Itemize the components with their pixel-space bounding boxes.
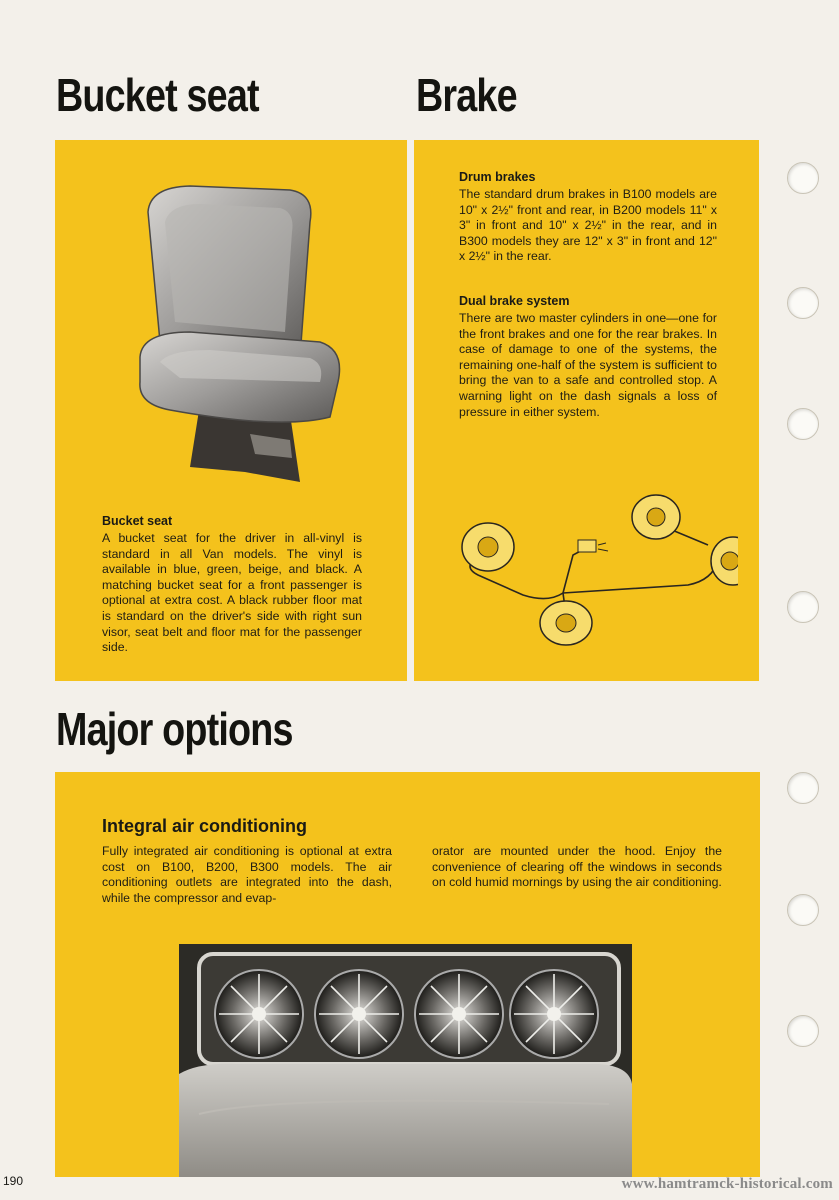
drum-brakes-body: The standard drum brakes in B100 models are 10" x 2½" front and rear, in B200 models 11" x 3" in front and 10" x 2½" in the rear, and in B300 models they are 12" x 3" in front and 12" x 2½" in the rear. xyxy=(459,187,717,264)
binder-hole xyxy=(787,408,819,440)
master-cylinder xyxy=(578,540,608,552)
wheel-rear-right xyxy=(711,537,738,585)
heading-bucket-seat: Bucket seat xyxy=(56,69,259,121)
vent-2 xyxy=(315,970,403,1058)
wheel-front-right xyxy=(540,601,592,645)
bucket-seat-subheading: Bucket seat xyxy=(102,514,173,528)
dual-brake-diagram xyxy=(438,485,738,655)
drum-brakes-subheading: Drum brakes xyxy=(459,170,536,184)
binder-hole xyxy=(787,162,819,194)
vent-4 xyxy=(510,970,598,1058)
vent-3 xyxy=(415,970,503,1058)
brake-panel xyxy=(414,140,759,681)
major-options-panel xyxy=(55,772,760,1177)
air-conditioning-dash-photo xyxy=(179,944,632,1177)
bucket-seat-panel xyxy=(55,140,407,681)
air-conditioning-text-col1: Fully integrated air conditioning is optional at extra cost on B100, B200, B300 models. The air conditioning outlets are integrated into the dash, while the compressor and evap- xyxy=(102,844,392,905)
bucket-seat-illustration xyxy=(130,182,345,482)
drum-brakes-section xyxy=(459,170,717,265)
page-number: 190 xyxy=(3,1174,24,1188)
watermark: www.hamtramck-historical.com xyxy=(621,1176,833,1192)
binder-hole xyxy=(787,591,819,623)
dual-brake-subheading: Dual brake system xyxy=(459,294,570,308)
binder-hole xyxy=(787,1015,819,1047)
bucket-seat-body: A bucket seat for the driver in all-vinyl is standard in all Van models. The vinyl is available in blue, green, beige, and black. A matching bucket seat for a front passenger is optional at extra cost. A black rubber floor mat is standard on the driver's side with right sun visor, seat belt and floor mat for the passenger side. xyxy=(102,531,362,655)
bucket-seat-description xyxy=(102,514,362,656)
heading-major-options: Major options xyxy=(56,703,293,755)
vent-1 xyxy=(215,970,303,1058)
air-conditioning-text-col2: orator are mounted under the hood. Enjoy the convenience of clearing off the windows in seconds on cold humid mornings by using the air conditioning. xyxy=(432,844,722,890)
binder-hole xyxy=(787,772,819,804)
binder-hole xyxy=(787,894,819,926)
heading-brake: Brake xyxy=(416,69,517,121)
wheel-rear-left xyxy=(632,495,680,539)
binder-hole xyxy=(787,287,819,319)
air-conditioning-title: Integral air conditioning xyxy=(102,816,308,836)
wheel-front-left xyxy=(462,523,514,571)
dual-brake-body: There are two master cylinders in one—one for the front brakes and one for the rear brakes. In case of damage to one of the systems, the remaining one-half of the system is sufficient to bring the van to a safe and controlled stop. A warning light on the dash signals a loss of pressure in either system. xyxy=(459,311,717,419)
dual-brake-section xyxy=(459,294,717,420)
